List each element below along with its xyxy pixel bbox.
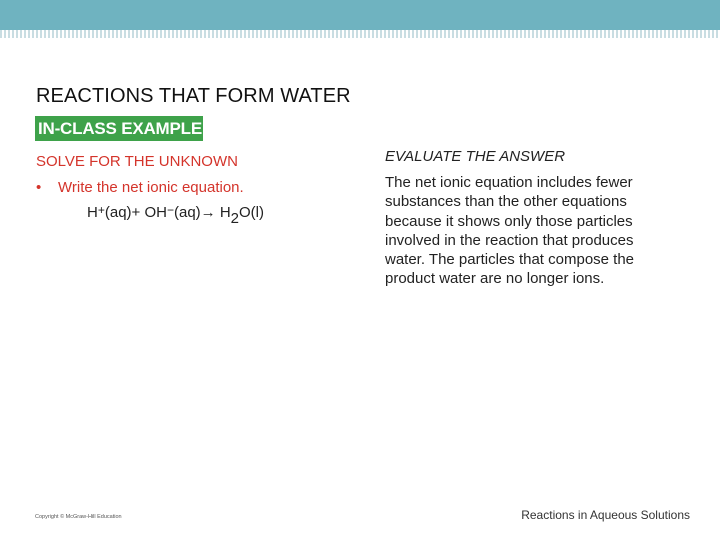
eq-hydroxide-state: (aq) bbox=[173, 204, 201, 221]
bullet-mark: • bbox=[36, 179, 42, 196]
evaluate-body: The net ionic equation includes fewer substances than the other equations because it shows only those particles involved in the reaction that produces water. The particles that compose the product water are no longer ions. bbox=[385, 174, 635, 288]
eq-hydrogen-charge: + bbox=[97, 203, 105, 217]
net-ionic-equation bbox=[87, 202, 265, 227]
eq-hydroxide-charge: − bbox=[166, 203, 174, 217]
header-band bbox=[0, 0, 720, 30]
eq-arrow: → bbox=[200, 204, 216, 221]
eq-hydrogen: H bbox=[87, 204, 98, 221]
copyright-notice: Copyright © McGraw-Hill Education bbox=[35, 514, 122, 520]
eq-water-rest: O(l) bbox=[239, 204, 265, 221]
example-badge: IN-CLASS EXAMPLE bbox=[35, 116, 203, 141]
eq-water-subscript: 2 bbox=[230, 210, 240, 227]
slide-title: REACTIONS THAT FORM WATER bbox=[36, 85, 351, 107]
header-stripe bbox=[0, 30, 720, 38]
bullet-item bbox=[36, 179, 244, 196]
eq-water-h: H bbox=[215, 204, 231, 221]
solve-heading: SOLVE FOR THE UNKNOWN bbox=[36, 153, 238, 170]
eq-hydrogen-state: (aq)+ OH bbox=[104, 204, 167, 221]
bullet-text: Write the net ionic equation. bbox=[58, 179, 244, 196]
evaluate-heading: EVALUATE THE ANSWER bbox=[385, 148, 566, 165]
footer-title: Reactions in Aqueous Solutions bbox=[521, 508, 690, 522]
